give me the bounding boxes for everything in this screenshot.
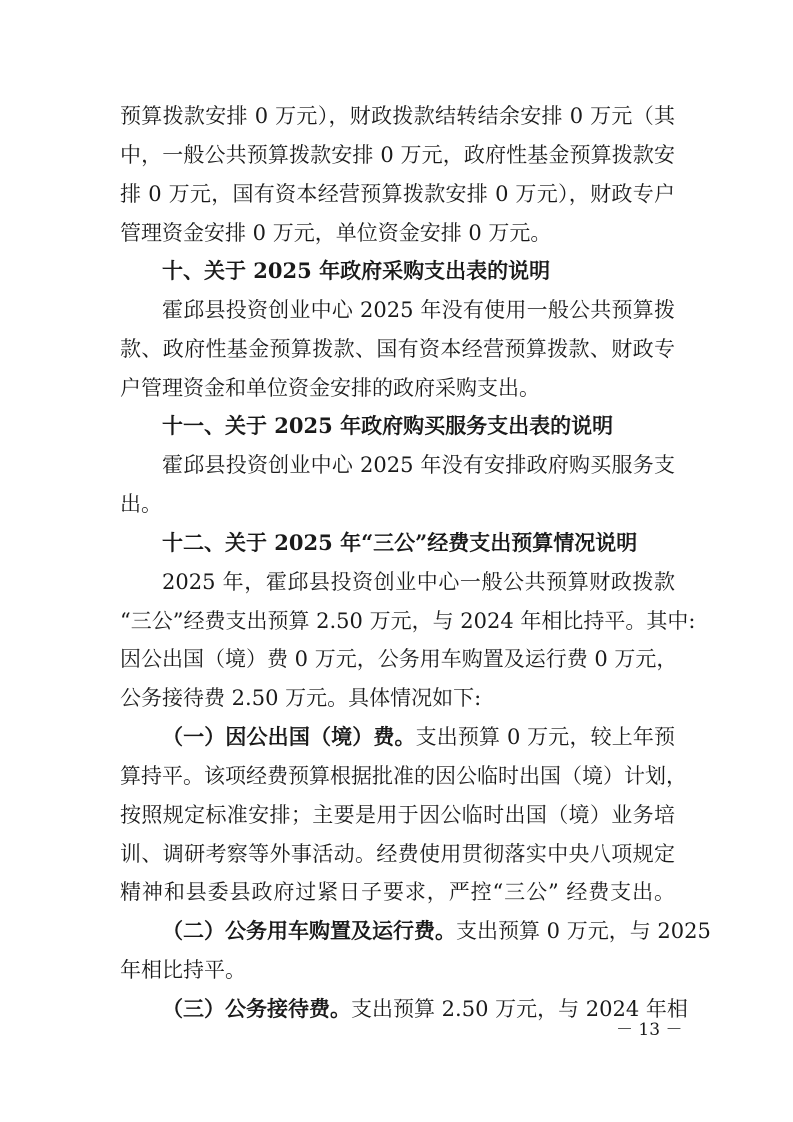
subsection-3-first-line: [162, 994, 688, 1024]
section-heading-10: 十、关于 2025 年政府采购支出表的说明: [162, 258, 551, 283]
subsection-1-first-line: [162, 722, 675, 752]
body-line: 训、调研考察等外事活动。经费使用贯彻落实中央八项规定: [120, 842, 675, 866]
body-line: “三公”经费支出预算 2.50 万元，与 2024 年相比持平。其中:: [120, 609, 696, 633]
body-line: 霍邱县投资创业中心 2025 年没有安排政府购买服务支: [162, 453, 675, 477]
body-line: 管理资金安排 0 万元，单位资金安排 0 万元。: [120, 221, 552, 245]
body-line: 按照规定标准安排；主要是用于因公临时出国（境）业务培: [120, 803, 675, 827]
body-line: 公务接待费 2.50 万元。具体情况如下:: [120, 686, 482, 710]
body-line: 算持平。该项经费预算根据批准的因公临时出国（境）计划，: [120, 764, 687, 788]
body-line: 预算拨款安排 0 万元），财政拨款结转结余安排 0 万元（其: [120, 104, 675, 128]
subsection-2-text: 支出预算 0 万元，与 2025: [456, 919, 711, 943]
body-line: 精神和县委县政府过紧日子要求，严控“三公” 经费支出。: [120, 880, 675, 904]
subsection-1-title: （一）因公出国（境）费。: [162, 724, 416, 749]
body-line: 霍邱县投资创业中心 2025 年没有使用一般公共预算拨: [162, 298, 675, 322]
subsection-2-title: （二）公务用车购置及运行费。: [162, 918, 456, 943]
body-line: 款、政府性基金预算拨款、国有资本经营预算拨款、财政专: [120, 337, 675, 361]
subsection-2-first-line: [162, 916, 711, 946]
subsection-3-title: （三）公务接待费。: [162, 996, 351, 1021]
body-line: 年相比持平。: [120, 958, 246, 982]
page-number: － 13 －: [616, 1020, 683, 1040]
section-heading-12: 十二、关于 2025 年“三公”经费支出预算情况说明: [162, 530, 638, 555]
body-line: 因公出国（境）费 0 万元，公务用车购置及运行费 0 万元，: [120, 647, 678, 671]
body-line: 排 0 万元，国有资本经营预算拨款安排 0 万元），财政专户: [120, 182, 675, 206]
body-line: 2025 年，霍邱县投资创业中心一般公共预算财政拨款: [162, 570, 675, 594]
body-line: 出。: [120, 492, 162, 516]
section-heading-11: 十一、关于 2025 年政府购买服务支出表的说明: [162, 413, 614, 438]
subsection-1-text: 支出预算 0 万元，较上年预: [415, 725, 675, 749]
subsection-3-text: 支出预算 2.50 万元，与 2024 年相: [351, 997, 688, 1021]
body-line: 户管理资金和单位资金安排的政府采购支出。: [120, 376, 540, 400]
body-line: 中，一般公共预算拨款安排 0 万元，政府性基金预算拨款安: [120, 143, 675, 167]
